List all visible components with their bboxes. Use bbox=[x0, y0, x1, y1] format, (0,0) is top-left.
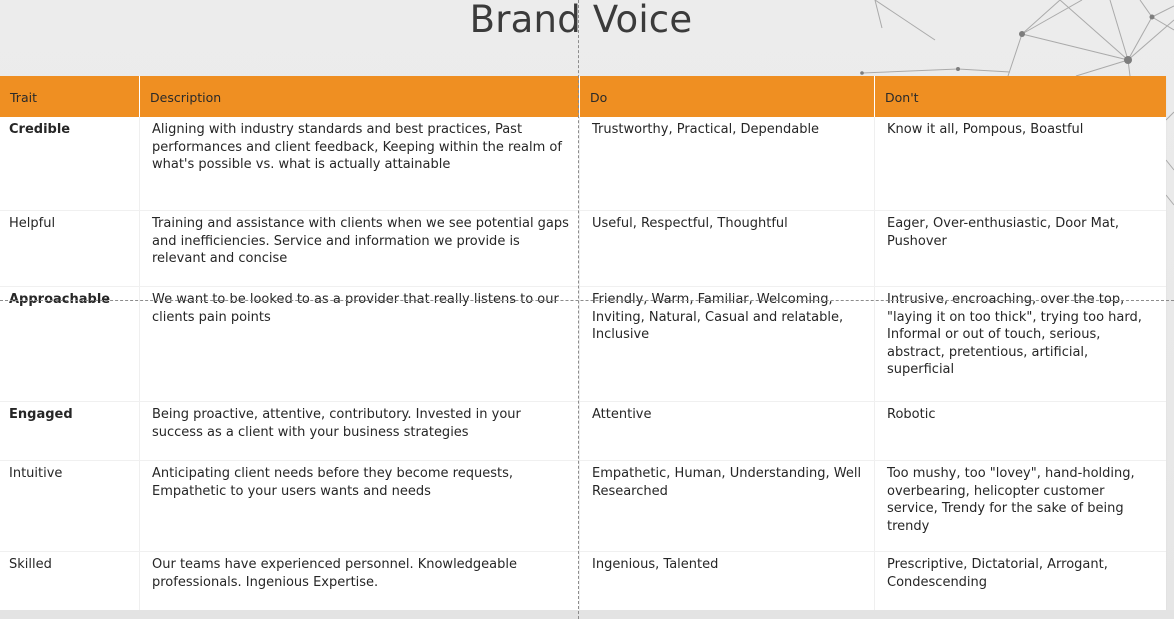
do-cell: Trustworthy, Practical, Dependable bbox=[579, 117, 874, 210]
dont-cell: Intrusive, encroaching, over the top, "laying it on too thick", trying too hard, Informal or out of touch, serious, abstract, pretentious, artificial, superficial bbox=[874, 287, 1166, 401]
dont-cell: Prescriptive, Dictatorial, Arrogant, Condescending bbox=[874, 552, 1166, 610]
do-cell: Friendly, Warm, Familiar, Welcoming, Inviting, Natural, Casual and relatable, Inclusive bbox=[579, 287, 874, 401]
table-row bbox=[0, 287, 1166, 402]
description-cell: We want to be looked to as a provider that really listens to our clients pain points bbox=[139, 287, 579, 401]
do-cell: Useful, Respectful, Thoughtful bbox=[579, 211, 874, 286]
brand-voice-table bbox=[0, 76, 1166, 610]
trait-cell: Intuitive bbox=[9, 466, 63, 481]
table-row bbox=[0, 552, 1166, 610]
header-trait: Trait bbox=[10, 90, 37, 105]
dont-cell: Know it all, Pompous, Boastful bbox=[874, 117, 1166, 210]
header-description: Description bbox=[139, 76, 579, 117]
description-cell: Anticipating client needs before they become requests, Empathetic to your users wants and needs bbox=[139, 461, 579, 551]
description-cell: Aligning with industry standards and best practices, Past performances and client feedback, Keeping within the realm of what's possible vs. what is actually attainable bbox=[139, 117, 579, 210]
dont-cell: Robotic bbox=[874, 402, 1166, 460]
trait-cell: Engaged bbox=[9, 407, 73, 422]
table-row bbox=[0, 211, 1166, 287]
dont-cell: Too mushy, too "lovey", hand-holding, overbearing, helicopter customer service, Trendy for the sake of being trendy bbox=[874, 461, 1166, 551]
header-do: Do bbox=[579, 76, 874, 117]
slide-title: Brand Voice bbox=[469, 0, 693, 41]
trait-cell: Skilled bbox=[9, 557, 52, 572]
description-cell: Training and assistance with clients when we see potential gaps and inefficiencies. Service and information we provide is relevant and concise bbox=[139, 211, 579, 286]
table-row bbox=[0, 117, 1166, 211]
trait-cell: Approachable bbox=[9, 292, 111, 307]
trait-cell: Helpful bbox=[9, 216, 56, 231]
table-row bbox=[0, 402, 1166, 461]
trait-cell: Credible bbox=[9, 122, 71, 137]
do-cell: Empathetic, Human, Understanding, Well Researched bbox=[579, 461, 874, 551]
do-cell: Ingenious, Talented bbox=[579, 552, 874, 610]
table-header-row bbox=[0, 76, 1166, 117]
table-row bbox=[0, 461, 1166, 552]
dont-cell: Eager, Over-enthusiastic, Door Mat, Pushover bbox=[874, 211, 1166, 286]
do-cell: Attentive bbox=[579, 402, 874, 460]
description-cell: Being proactive, attentive, contributory. Invested in your success as a client with your business strategies bbox=[139, 402, 579, 460]
header-dont: Don't bbox=[874, 76, 1166, 117]
bottom-edge bbox=[0, 610, 1174, 619]
description-cell: Our teams have experienced personnel. Knowledgeable professionals. Ingenious Expertise. bbox=[139, 552, 579, 610]
